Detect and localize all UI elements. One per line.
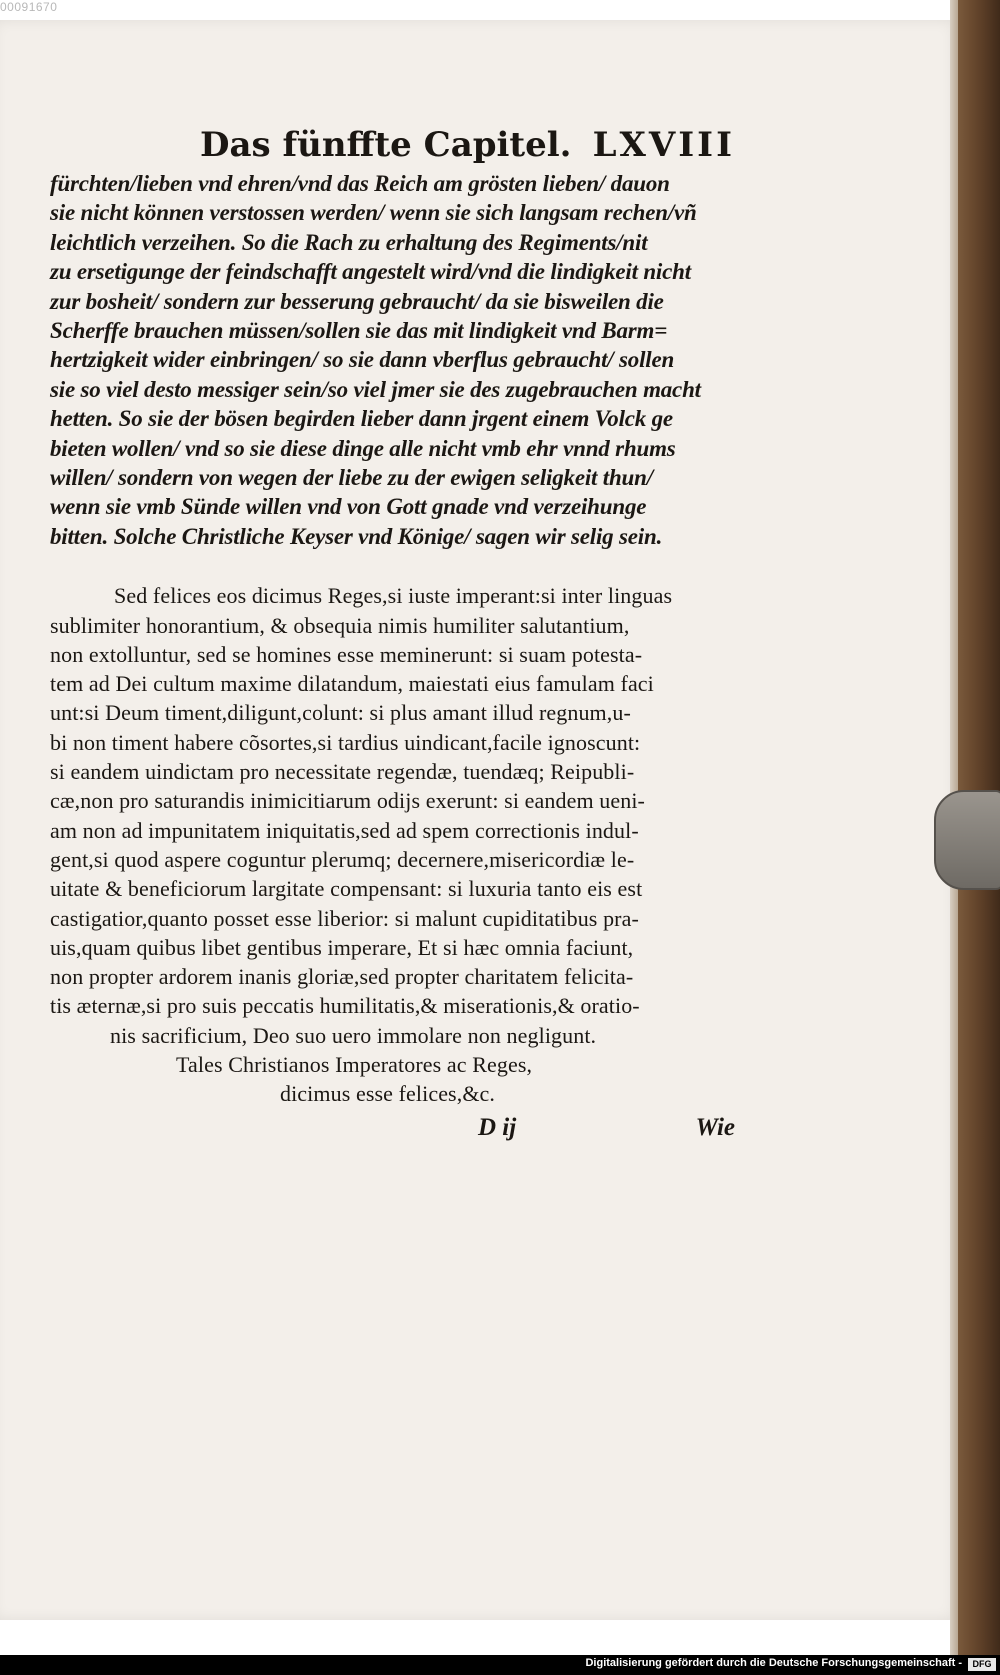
latin-line: si eandem uindictam pro necessitate regendæ, tuendæq; Reipubli- [50, 759, 635, 785]
german-line: hertzigkeit wider einbringen/ so sie dann vberflus gebraucht/ sollen [50, 347, 675, 373]
latin-line: Sed felices eos dicimus Reges,si iuste imperant:si inter linguas [114, 583, 673, 609]
german-line: sie so viel desto messiger sein/so viel jmer sie des zugebrauchen macht [50, 376, 701, 402]
page-clip [934, 790, 1000, 890]
latin-line: uitate & beneficiorum largitate compensant: si luxuria tanto eis est [50, 876, 643, 902]
german-line: wenn sie vmb Sünde willen vnd von Gott gnade vnd verzeihunge [50, 494, 647, 520]
latin-line: non propter ardorem inanis gloriæ,sed propter charitatem felicita- [50, 964, 634, 990]
latin-line: bi non timent habere cõsortes,si tardius uindicant,facile ignoscunt: [50, 729, 641, 755]
scan-id-label: 00091670 [0, 0, 58, 14]
chapter-title: Das fünffte Capitel. [200, 125, 572, 165]
latin-line: castigatior,quanto posset esse liberior: si malunt cupiditatibus pra- [50, 905, 639, 931]
latin-line: tem ad Dei cultum maxime dilatandum, maiestati eius famulam faci [50, 671, 654, 697]
german-line: hetten. So sie der bösen begirden lieber dann jrgent einem Volck ge [50, 406, 673, 432]
german-line: sie nicht können verstossen werden/ wenn sie sich langsam rechen/vñ [50, 200, 697, 226]
latin-line: tis æternæ,si pro suis peccatis humilitatis,& miserationis,& oratio- [50, 993, 640, 1019]
page-text-block [50, 125, 735, 1143]
latin-line: uis,quam quibus libet gentibus imperare, Et si hæc omnia faciunt, [50, 934, 634, 960]
german-line: bieten wollen/ vnd so sie diese dinge alle nicht vmb ehr vnnd rhums [50, 435, 676, 461]
latin-line: am non ad impunitatem iniquitatis,sed ad spem correctionis indul- [50, 817, 639, 843]
german-paragraph [50, 169, 735, 551]
latin-line: unt:si Deum timent,diligunt,colunt: si plus amant illud regnum,u- [50, 700, 631, 726]
german-line: zu ersetigunge der feindschafft angestelt wird/vnd die lindigkeit nicht [50, 259, 691, 285]
latin-line: sublimiter honorantium, & obsequia nimis humiliter salutantium, [50, 612, 630, 638]
latin-line: gent,si quod aspere coguntur plerumq; decernere,misericordiæ le- [50, 846, 635, 872]
german-line: willen/ sondern von wegen der liebe zu der ewigen seligkeit thun/ [50, 465, 653, 491]
german-line: Scherffe brauchen müssen/sollen sie das mit lindigkeit vnd Barm= [50, 318, 668, 344]
footer-credit: Digitalisierung gefördert durch die Deutsche Forschungsgemeinschaft - [585, 1657, 962, 1669]
german-line: fürchten/lieben vnd ehren/vnd das Reich am grösten lieben/ dauon [50, 171, 670, 196]
signature-row [50, 1113, 735, 1143]
dfg-logo: DFG [968, 1658, 996, 1671]
closing-line: Tales Christianos Imperatores ac Reges, [176, 1052, 533, 1078]
catchword: Wie [695, 1113, 735, 1141]
german-line: leichtlich verzeihen. So die Rach zu erhaltung des Regiments/nit [50, 229, 648, 255]
closing-line: dicimus esse felices,&c. [280, 1081, 495, 1107]
signature-mark: D ij [478, 1113, 517, 1141]
digitization-footer [0, 1655, 1000, 1675]
running-header [200, 125, 735, 165]
german-line: zur bosheit/ sondern zur besserung gebraucht/ da sie bisweilen die [50, 288, 664, 314]
latin-paragraph [50, 581, 735, 1108]
folio-numeral: LXVIII [592, 125, 735, 165]
latin-line: nis sacrificium, Deo suo uero immolare non negligunt. [110, 1022, 597, 1048]
latin-line: non extolluntur, sed se homines esse meminerunt: si suam potesta- [50, 641, 643, 667]
latin-line: cæ,non pro saturandis inimicitiarum odijs exerunt: si eandem ueni- [50, 788, 645, 814]
german-line: bitten. Solche Christliche Keyser vnd Könige/ sagen wir selig sein. [50, 523, 663, 549]
